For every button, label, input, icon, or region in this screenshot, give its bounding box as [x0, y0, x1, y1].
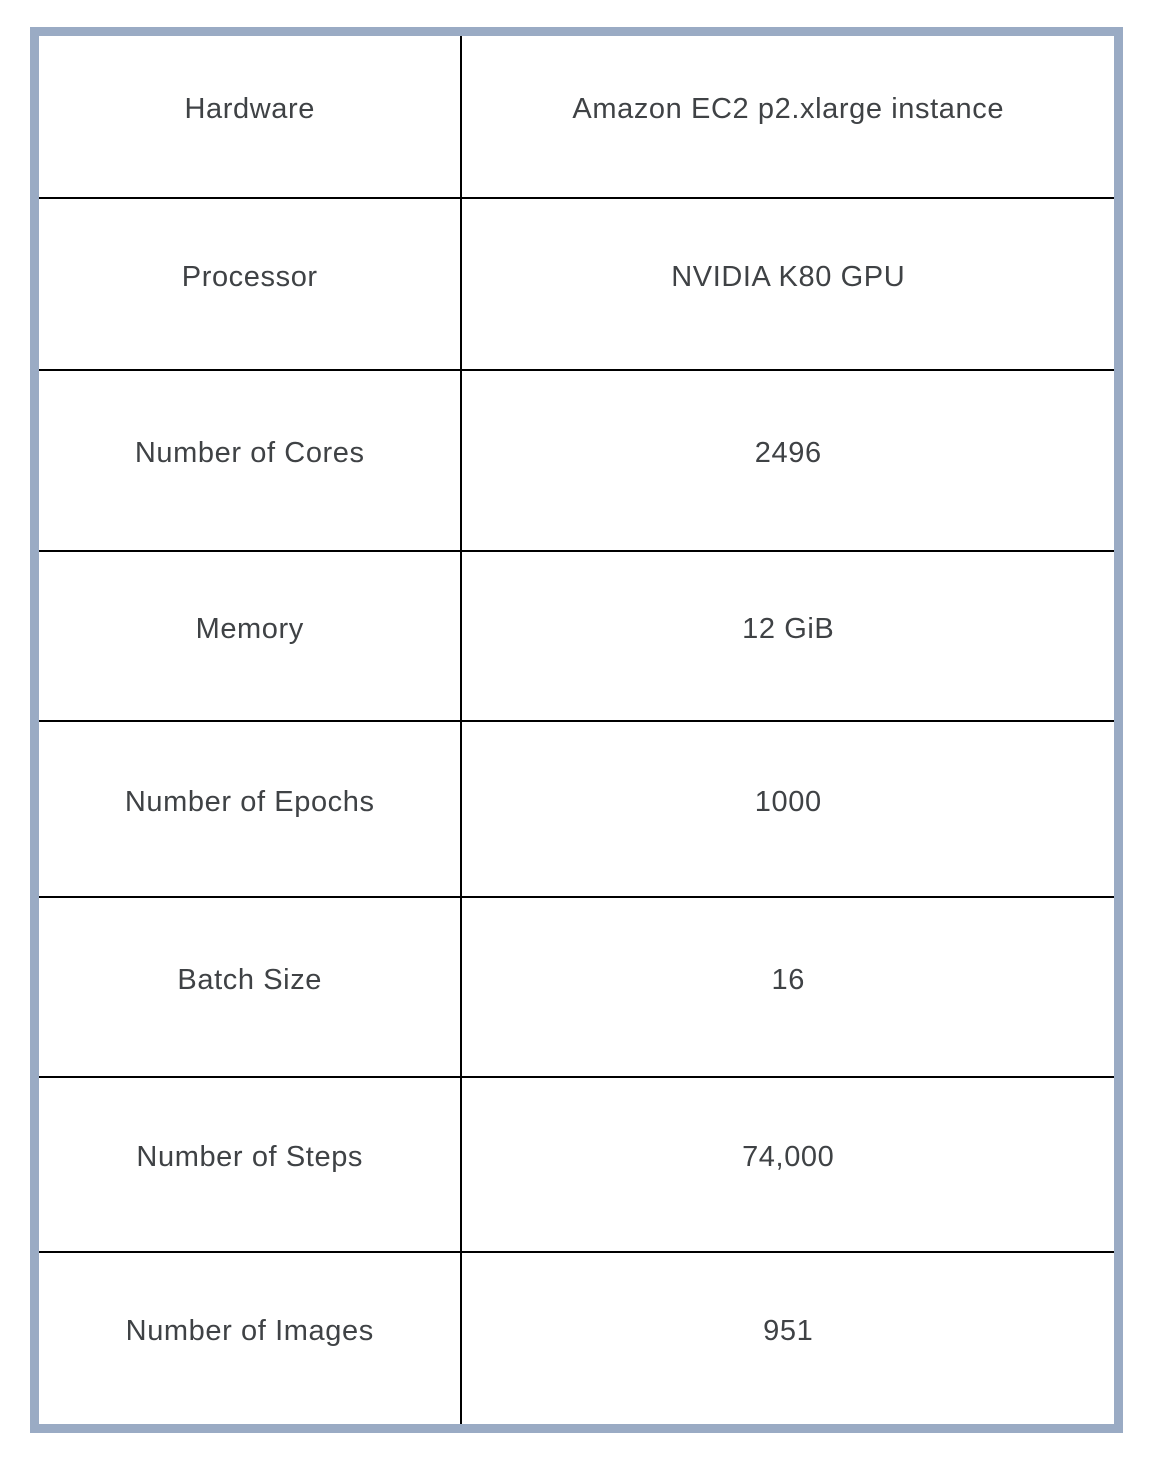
training-specs-table: [39, 36, 1114, 1424]
spec-value-cell: 16: [461, 897, 1114, 1077]
spec-label-cell: Number of Steps: [39, 1077, 461, 1252]
spec-value-cell: NVIDIA K80 GPU: [461, 198, 1114, 370]
spec-label-cell: Number of Epochs: [39, 721, 461, 897]
table-row: [39, 897, 1114, 1077]
training-specs-table-frame: [30, 27, 1123, 1433]
table-row: [39, 198, 1114, 370]
spec-value-cell: 12 GiB: [461, 551, 1114, 721]
spec-value-cell: 2496: [461, 370, 1114, 551]
spec-label-cell: Processor: [39, 198, 461, 370]
spec-label-cell: Batch Size: [39, 897, 461, 1077]
table-row: [39, 551, 1114, 721]
table-row: [39, 1077, 1114, 1252]
spec-label-cell: Number of Cores: [39, 370, 461, 551]
spec-label-cell: Number of Images: [39, 1252, 461, 1424]
table-row: [39, 1252, 1114, 1424]
spec-value-cell: 1000: [461, 721, 1114, 897]
table-row: [39, 370, 1114, 551]
spec-label-cell: Memory: [39, 551, 461, 721]
spec-value-cell: Amazon EC2 p2.xlarge instance: [461, 36, 1114, 198]
spec-label-cell: Hardware: [39, 36, 461, 198]
table-row: [39, 36, 1114, 198]
spec-value-cell: 951: [461, 1252, 1114, 1424]
table-row: [39, 721, 1114, 897]
spec-value-cell: 74,000: [461, 1077, 1114, 1252]
